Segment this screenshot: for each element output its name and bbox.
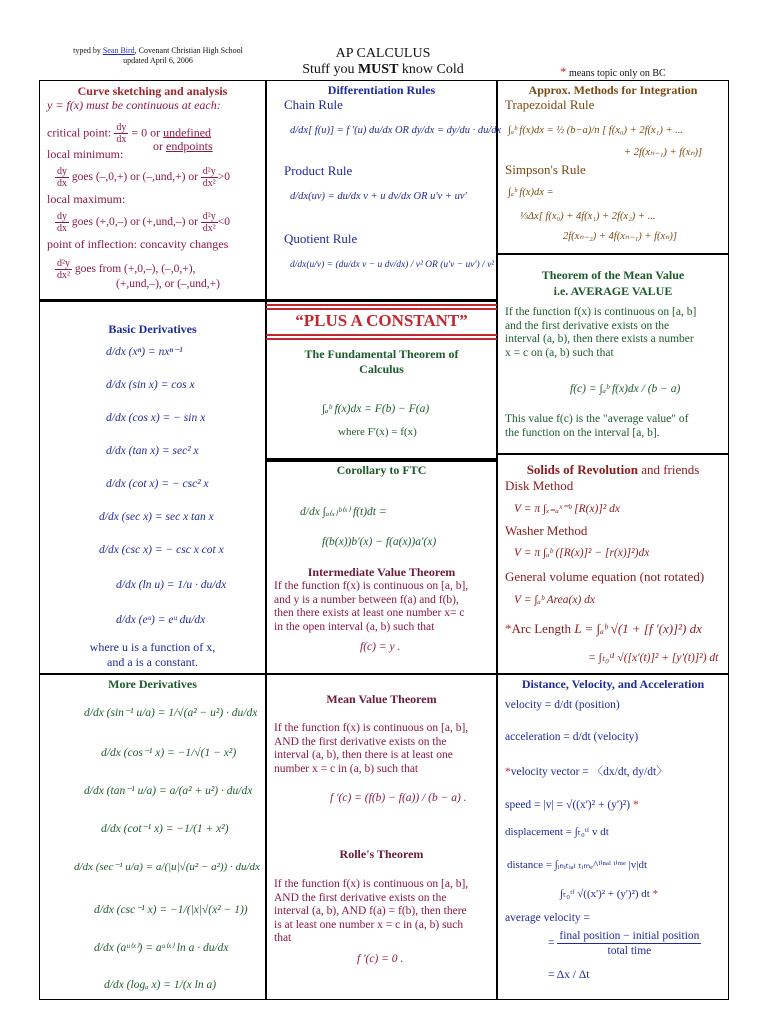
more-title: More Derivatives (108, 677, 197, 691)
velocity-vector-text: velocity vector = 〈dx/dt, dy/dt〉 (510, 766, 668, 778)
ivt-line: and y is a number between f(a) and f(b), (274, 593, 459, 606)
avg-line: the function on the interval [a, b]. (505, 426, 660, 439)
basic-deriv-row: d/dx (xⁿ) = nxⁿ⁻¹ (106, 346, 183, 358)
general-volume-eq: V = ∫ₐᵇ Area(x) dx (514, 594, 596, 606)
infl-goes-text: goes from (+,0,–), (–,0,+), (74, 263, 196, 276)
undefined-text: undefined (163, 125, 212, 140)
curve-title: Curve sketching and analysis (77, 84, 228, 98)
critical-eq: = 0 or (131, 125, 161, 140)
simpson-eq-2: ⅓Δx[ f(x₀) + 4f(x₁) + 2f(x₂) + ... (520, 211, 656, 222)
quotient-rule-label: Quotient Rule (284, 231, 358, 246)
subtitle-bold: MUST (357, 62, 399, 77)
dva-title: Distance, Velocity, and Acceleration (521, 677, 705, 691)
more-deriv-row: d/dx (logₐ x) = 1/(x ln a) (104, 979, 217, 991)
bc-star-icon: * (505, 766, 511, 778)
arc-length-row (505, 622, 702, 636)
basic-deriv-row: d/dx (csc x) = − csc x cot x (99, 544, 224, 556)
endpoints-row (153, 139, 213, 153)
frac-den: dx (57, 178, 67, 189)
frac-den: dx² (202, 178, 216, 189)
frac-den: dx² (57, 270, 70, 281)
corollary-eq-1: d/dx ∫ₐ₍ₓ₎ᵇ⁽ˣ⁾ f(t)dt = (300, 506, 387, 518)
dydx-frac (55, 166, 69, 189)
ftc-title-1: The Fundamental Theorem of (304, 347, 459, 361)
mvt-paragraph (274, 722, 468, 776)
more-deriv-row: d/dx (cot⁻¹ x) = −1/(1 + x²) (101, 823, 229, 835)
mvt-line: AND the first derivative exists on the (274, 735, 447, 748)
ftc-eq: ∫ₐᵇ f(x)dx = F(b) − F(a) (322, 403, 430, 415)
bc-star-icon: * (560, 64, 567, 79)
solids-title-post: and friends (641, 462, 700, 477)
typed-by-label: typed by (73, 46, 101, 55)
author-link[interactable]: Sean Bird (102, 46, 135, 55)
local-max-label: local maximum: (47, 192, 126, 206)
lt-zero: <0 (217, 216, 231, 229)
rolle-line: is at least one number x = c in (a, b) such (274, 918, 464, 931)
title-text: AP CALCULUS (335, 46, 431, 61)
rolle-paragraph (274, 878, 468, 946)
velocity-vector-row (505, 765, 668, 779)
avg-velocity-label: average velocity = (505, 912, 591, 924)
basic-deriv-row: d/dx (eᵘ) = eᵘ du/dx (116, 614, 206, 626)
acceleration-row: acceleration = d/dt (velocity) (505, 731, 639, 743)
divider (266, 458, 497, 461)
product-rule-eq: d/dx(uv) = du/dx v + u dv/dx OR u'v + uv' (290, 191, 467, 202)
distance-text-2: ∫ₜ₀ᵗᶠ √((x')² + (y')²) dt (560, 888, 650, 900)
red-rule (266, 338, 497, 340)
quotient-rule-eq: d/dx(u/v) = (du/dx v − u dv/dx) / v² OR (u'v − uv') / v² (290, 260, 495, 270)
avg-paragraph-2 (505, 413, 688, 440)
endpoints-text: endpoints (166, 139, 213, 153)
solids-title-bold: Solids of Revolution (526, 462, 638, 477)
trapezoidal-eq-1: ∫ₐᵇ f(x)dx = ½ (b−a)/n [ f(x₀) + 2f(x₁) + ... (508, 125, 684, 136)
local-max-row (55, 211, 230, 234)
arc-length-label: Arc Length (511, 621, 572, 636)
simpson-eq-1: ∫ₐᵇ f(x)dx = (508, 187, 554, 198)
infl-goes-text-2: (+,und,–), or (–,und,+) (116, 278, 220, 290)
avg-line: interval (a, b), then there exists a number (505, 333, 694, 345)
divider (39, 299, 497, 301)
school-name: , Covenant Christian High School (134, 46, 243, 55)
bc-note-text: means topic only on BC (569, 68, 666, 79)
avg-line: x = c on (a, b) such that (505, 346, 614, 359)
updated-date: updated April 6, 2006 (123, 56, 193, 65)
ivt-title: Intermediate Value Theorem (307, 565, 456, 579)
bc-star-icon: * (505, 621, 512, 636)
frac-den: dx (57, 223, 67, 234)
more-deriv-row: d/dx (aᵘ⁽ˣ⁾) = aᵘ⁽ˣ⁾ ln a · du/dx (94, 942, 229, 954)
disk-eq: V = π ∫ₓ₌ₐˣ⁼ᵇ [R(x)]² dx (514, 503, 621, 515)
diff-title: Differentiation Rules (327, 83, 436, 97)
delta-row: = Δx / Δt (548, 969, 590, 981)
rolle-line: that (274, 932, 292, 944)
ivt-eq: f(c) = y . (360, 641, 401, 653)
mvt-line: interval (a, b), then there is at least one (274, 749, 453, 761)
rolle-title: Rolle's Theorem (339, 847, 424, 861)
avg-velocity-frac (557, 929, 701, 958)
general-volume-label: General volume equation (not rotated) (505, 569, 705, 584)
frac-num: dy (57, 166, 67, 177)
solids-title (497, 463, 729, 477)
or-word: or (153, 139, 163, 153)
avg-title-2: i.e. AVERAGE VALUE (553, 284, 673, 298)
avg-velocity-frac-row: = $\frac{\text{final position − initial position}}{\text{total time}}$ (548, 930, 700, 957)
gt-zero: >0 (217, 171, 231, 184)
more-deriv-row: d/dx (tan⁻¹ u/a) = a/(a² + u²) · du/dx (84, 785, 253, 797)
min-goes-text: goes (–,0,+) or (–,und,+) or (71, 171, 198, 184)
more-deriv-row: d/dx (sec⁻¹ u/a) = a/(|u|√(u² − a²)) · du/dx (74, 861, 260, 873)
avg-line: If the function f(x) is continuous on [a, b] (505, 306, 697, 318)
d2ydx2-frac (201, 211, 218, 234)
ivt-line: then there exists at least one number x= c (274, 607, 465, 619)
frac-num: d²y (57, 258, 70, 269)
frac-num: dy (57, 211, 67, 222)
local-min-row (55, 166, 230, 189)
red-rule (266, 334, 497, 336)
frac-den: dx² (202, 223, 216, 234)
ivt-paragraph (274, 580, 468, 634)
plus-constant-label: “PLUS A CONSTANT” (295, 311, 468, 330)
ivt-line: in the open interval (a, b) such that (274, 620, 435, 633)
frac-num: d²y (202, 211, 216, 222)
velocity-row: velocity = d/dt (position) (505, 699, 620, 711)
washer-eq: V = π ∫ₐᵇ ([R(x)]² − [r(x)]²)dx (514, 547, 650, 559)
frac-den: dx (116, 134, 127, 145)
page-title (258, 46, 508, 78)
distance-row-2 (560, 887, 658, 901)
red-rule (266, 308, 497, 310)
dydx-frac (114, 122, 128, 145)
avg-line: and the first derivative exists on the (505, 319, 670, 332)
d2ydx2-frac (55, 258, 72, 281)
ivt-line: If the function f(x) is continuous on [a, b], (274, 580, 469, 592)
bc-star-icon: * (632, 799, 639, 811)
speed-text: speed = |v| = √((x')² + (y')²) (505, 799, 631, 811)
trapezoidal-label: Trapezoidal Rule (505, 97, 595, 112)
basic-deriv-row: d/dx (cos x) = − sin x (106, 412, 206, 424)
frac-den: total time (607, 945, 652, 957)
frac-num: d²y (202, 166, 216, 177)
more-deriv-row: d/dx (sin⁻¹ u/a) = 1/√(a² − u²) · du/dx (84, 707, 258, 719)
avg-value-eq: f(c) = ∫ₐᵇ f(x)dx / (b − a) (570, 383, 681, 395)
frac-num: dy (116, 122, 127, 133)
disk-label: Disk Method (505, 478, 574, 493)
displacement-row: displacement = ∫ₜ₀ᵗᶠ v dt (505, 826, 609, 838)
chain-rule-eq: d/dx[ f(u)] = f '(u) du/dx OR dy/dx = dy/du · du/dx (290, 125, 502, 136)
basic-footnote-1: where u is a function of x, (89, 640, 216, 654)
speed-row (505, 798, 639, 812)
more-deriv-row: d/dx (cos⁻¹ x) = −1/√(1 − x²) (101, 747, 237, 759)
rolle-line: If the function f(x) is continuous on [a, b], (274, 878, 469, 890)
corollary-eq-2: f(b(x))b'(x) − f(a(x))a'(x) (322, 536, 437, 548)
trapezoidal-eq-2: + 2f(xₙ₋₁) + f(xₙ)] (624, 147, 703, 158)
max-goes-text: goes (+,0,–) or (+,und,–) or (71, 216, 198, 229)
approx-title: Approx. Methods for Integration (528, 83, 698, 97)
mvt-line: If the function f(x) is continuous on [a, b], (274, 722, 469, 734)
simpson-label: Simpson's Rule (505, 162, 586, 177)
rolle-line: AND the first derivative exists on the (274, 891, 447, 904)
rolle-eq: f '(c) = 0 . (357, 953, 404, 965)
avg-line: This value f(c) is the "average value" of (505, 413, 689, 425)
curve-intro: y = f(x) must be continuous at each: (47, 98, 221, 112)
mvt-eq: f '(c) = (f(b) − f(a)) / (b − a) . (330, 792, 467, 804)
red-rule (266, 304, 497, 306)
arc-length-eq-2: = ∫ₜ₀ᵗ¹ √([x'(t)]² + [y'(t)]²) dt (588, 652, 719, 664)
avg-paragraph (505, 306, 696, 360)
basic-deriv-row: d/dx (sec x) = sec x tan x (99, 511, 214, 523)
subtitle-post: know Cold (401, 62, 464, 77)
rolle-line: interval (a, b), AND f(a) = f(b), then there (274, 905, 467, 917)
ftc-where: where F'(x) = f(x) (338, 426, 417, 438)
product-rule-label: Product Rule (284, 163, 353, 178)
frac-num: final position − initial position (559, 930, 700, 942)
bc-star-icon: * (652, 888, 659, 900)
basic-footnote-2: and a is a constant. (107, 655, 198, 669)
inflection-label: point of inflection: concavity changes (47, 237, 229, 251)
avg-title-1: Theorem of the Mean Value (541, 268, 685, 282)
basic-deriv-row: d/dx (sin x) = cos x (106, 379, 195, 391)
bc-note (560, 64, 666, 80)
critical-label: critical point: (47, 125, 112, 140)
basic-deriv-row: d/dx (ln u) = 1/u · du/dx (116, 579, 227, 591)
simpson-eq-3: 2f(xₙ₋₂) + 4f(xₙ₋₁) + f(xₙ)] (563, 231, 677, 242)
basic-deriv-row: d/dx (cot x) = − csc² x (106, 478, 209, 490)
dydx-frac (55, 211, 69, 234)
local-min-label: local minimum: (47, 147, 124, 161)
mvt-line: number x = c in (a, b) such that (274, 762, 419, 775)
more-deriv-row: d/dx (csc⁻¹ x) = −1/(|x|√(x² − 1)) (94, 904, 248, 916)
chain-rule-label: Chain Rule (284, 97, 343, 112)
washer-label: Washer Method (505, 523, 588, 538)
author-credit (58, 46, 258, 66)
subtitle-pre: Stuff you (302, 62, 355, 77)
basic-deriv-row: d/dx (tan x) = sec² x (106, 445, 199, 457)
mvt-title: Mean Value Theorem (326, 692, 437, 706)
distance-row: distance = ∫ᵢₙᵢₜᵢₐₗ ₜᵢₘₑ^ᶠⁱⁿᵃˡ ᵗⁱᵐᵉ |v|dt (507, 859, 648, 871)
d2ydx2-frac (201, 166, 218, 189)
arc-length-eq-1: L = ∫ₐᵇ √(1 + [f '(x)]²) dx (574, 621, 702, 636)
corollary-title: Corollary to FTC (336, 463, 427, 477)
subtitle (258, 62, 508, 78)
basic-title: Basic Derivatives (108, 322, 197, 336)
ftc-title-2: Calculus (359, 362, 404, 376)
